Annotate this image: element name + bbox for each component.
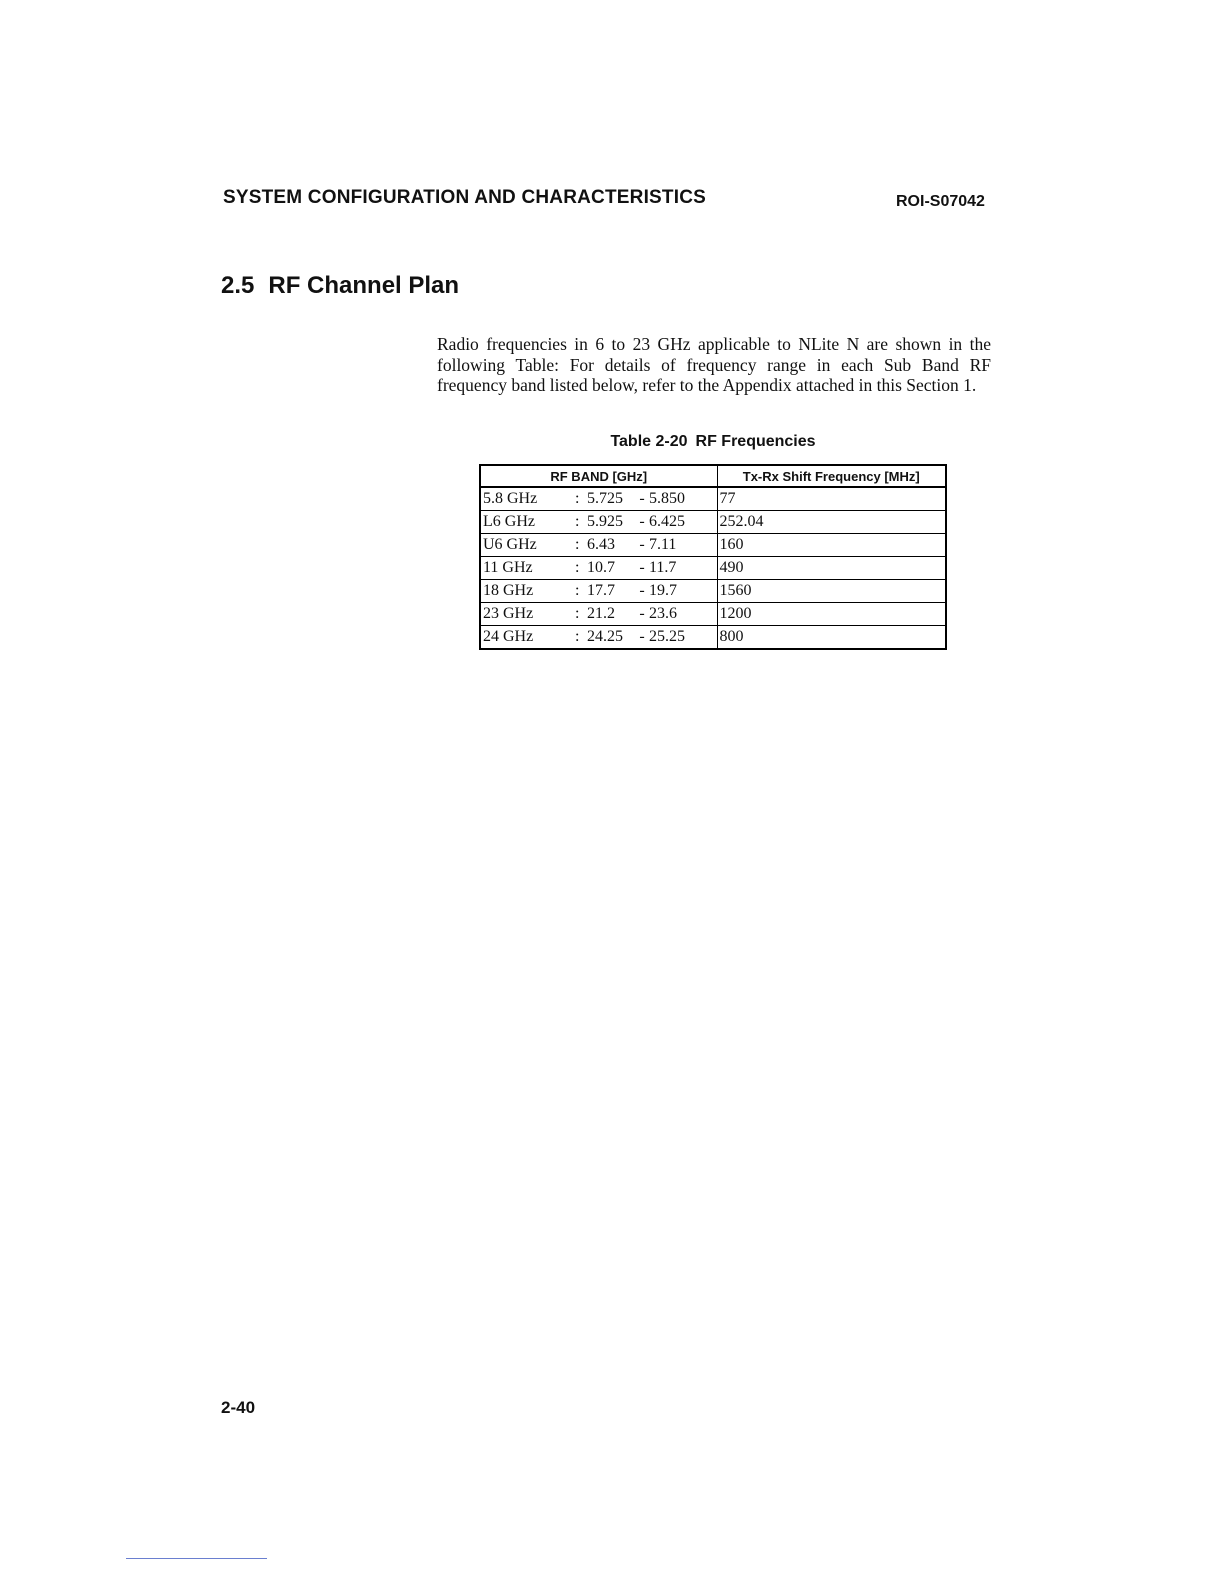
document-id: ROI-S07042 (896, 193, 985, 210)
rf-band-cell (480, 534, 717, 557)
rf-band-cell (480, 580, 717, 603)
band-name: 5.8 GHz (483, 490, 538, 507)
band-range-dash: - (639, 513, 645, 530)
band-separator: : (575, 536, 580, 553)
band-name: L6 GHz (483, 513, 535, 530)
band-name: U6 GHz (483, 536, 537, 553)
shift-frequency-cell: 252.04 (717, 511, 946, 534)
band-range-dash: - (639, 536, 645, 553)
running-header-title: SYSTEM CONFIGURATION AND CHARACTERISTICS (223, 187, 706, 208)
shift-frequency-cell: 800 (717, 626, 946, 650)
band-separator: : (575, 582, 580, 599)
shift-frequency-cell: 490 (717, 557, 946, 580)
band-name: 11 GHz (483, 559, 533, 576)
shift-frequency-cell: 77 (717, 487, 946, 511)
shift-frequency-cell: 160 (717, 534, 946, 557)
band-separator: : (575, 628, 580, 645)
band-separator: : (575, 605, 580, 622)
table-caption-number: Table 2-20 (610, 433, 688, 450)
shift-frequency-cell: 1200 (717, 603, 946, 626)
table-row (480, 557, 946, 580)
band-low-frequency: 10.7 (587, 559, 615, 576)
band-name: 23 GHz (483, 605, 534, 622)
band-high-frequency: 23.6 (649, 605, 677, 622)
table-row (480, 580, 946, 603)
rf-frequency-table (479, 464, 947, 650)
body-paragraph: Radio frequencies in 6 to 23 GHz applicable to NLite N are shown in the following Table: For details of frequency range in each Sub Band RF frequency band listed below, refer to the Appendix attached in this Section 1. (437, 334, 991, 395)
band-low-frequency: 17.7 (587, 582, 615, 599)
band-high-frequency: 11.7 (649, 559, 677, 576)
band-high-frequency: 7.11 (649, 536, 677, 553)
shift-frequency-cell: 1560 (717, 580, 946, 603)
band-range-dash: - (639, 490, 645, 507)
band-high-frequency: 5.850 (649, 490, 685, 507)
band-range-dash: - (639, 582, 645, 599)
band-name: 18 GHz (483, 582, 534, 599)
band-low-frequency: 5.725 (587, 490, 623, 507)
page-number: 2-40 (221, 1398, 256, 1417)
table-row (480, 534, 946, 557)
section-number: 2.5 (221, 272, 255, 299)
rf-band-cell (480, 626, 717, 650)
table-row (480, 603, 946, 626)
header-rf-band: RF BAND [GHz] (480, 465, 717, 487)
band-low-frequency: 6.43 (587, 536, 615, 553)
table-header-row (480, 465, 946, 487)
table-caption (480, 433, 946, 451)
table-row (480, 511, 946, 534)
band-high-frequency: 6.425 (649, 513, 685, 530)
rf-band-cell (480, 557, 717, 580)
band-separator: : (575, 490, 580, 507)
table-row (480, 487, 946, 511)
band-high-frequency: 25.25 (649, 628, 685, 645)
band-range-dash: - (639, 628, 645, 645)
band-low-frequency: 21.2 (587, 605, 615, 622)
section-heading (221, 272, 459, 300)
rf-band-cell (480, 487, 717, 511)
band-low-frequency: 24.25 (587, 628, 623, 645)
band-separator: : (575, 559, 580, 576)
rf-band-cell (480, 511, 717, 534)
band-range-dash: - (639, 605, 645, 622)
band-low-frequency: 5.925 (587, 513, 623, 530)
band-high-frequency: 19.7 (649, 582, 677, 599)
header-shift-frequency: Tx-Rx Shift Frequency [MHz] (717, 465, 946, 487)
rf-band-cell (480, 603, 717, 626)
table-row (480, 626, 946, 650)
band-name: 24 GHz (483, 628, 534, 645)
section-title-text: RF Channel Plan (268, 272, 460, 299)
table-caption-title: RF Frequencies (695, 433, 816, 450)
footer-divider (126, 1558, 267, 1559)
band-separator: : (575, 513, 580, 530)
band-range-dash: - (639, 559, 645, 576)
